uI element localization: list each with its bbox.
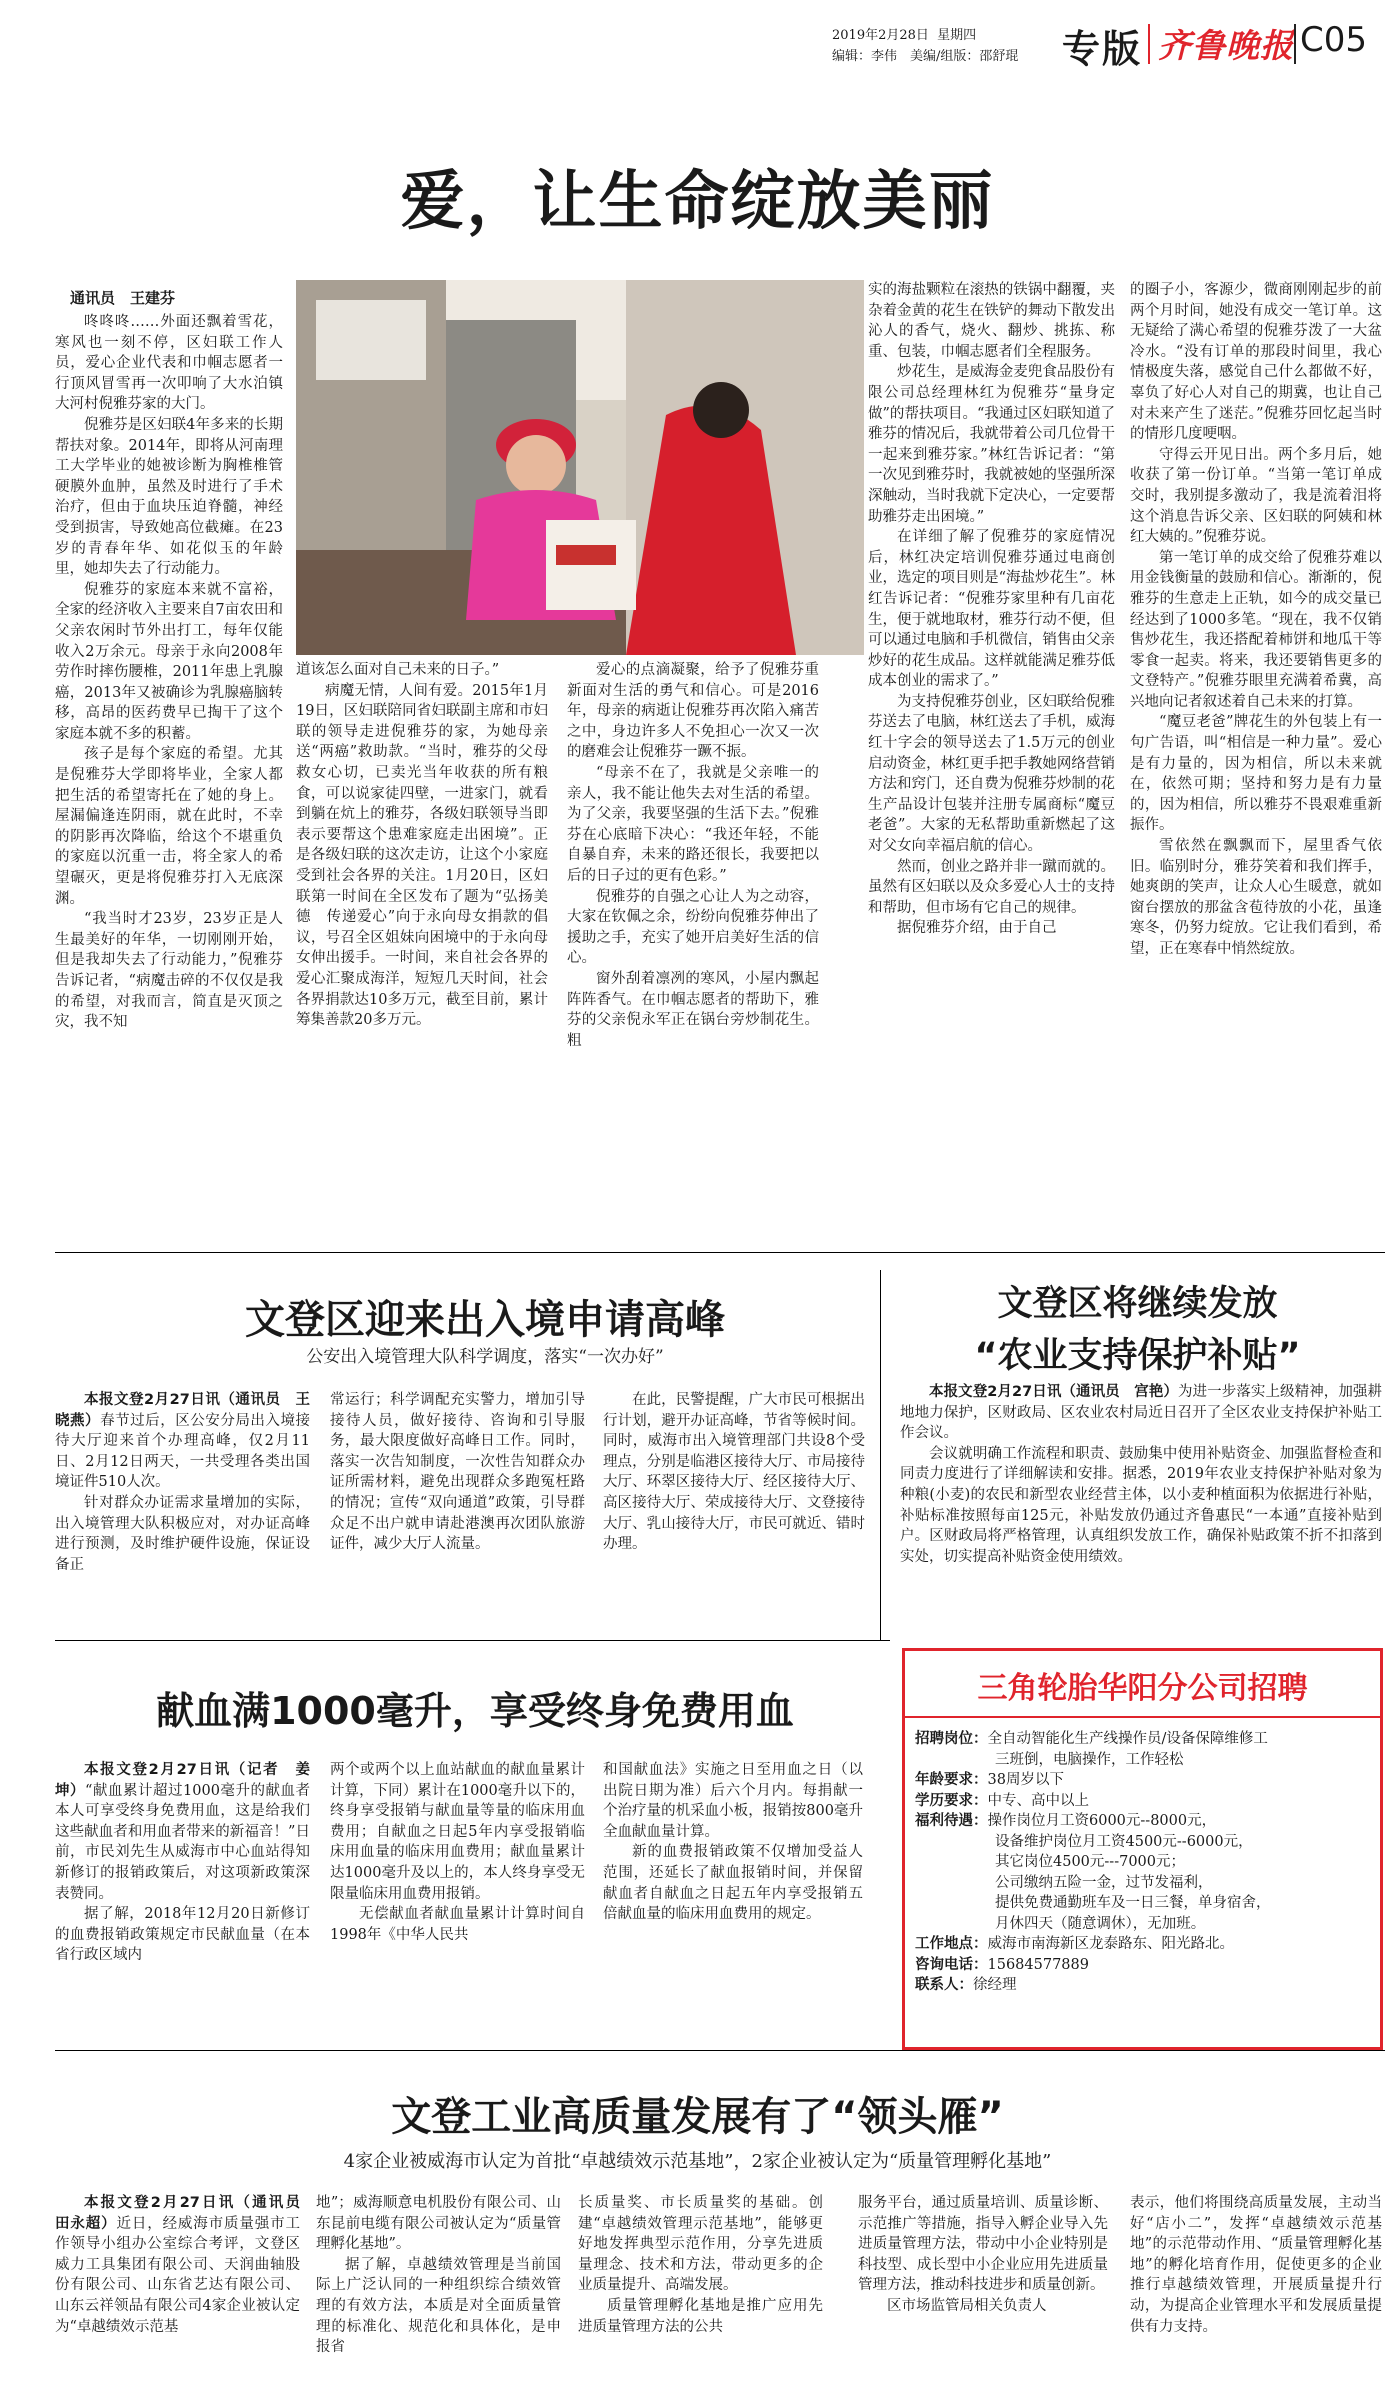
header-divider (1148, 24, 1150, 64)
header-editors: 编辑：李伟 美编/组版：邵舒琨 (832, 49, 1019, 64)
divider-horizontal (55, 1640, 890, 1641)
story3-body (900, 1382, 1382, 1634)
paragraph: 为支持倪雅芬创业，区妇联给倪雅芬送去了电脑，林红送去了手机，威海红十字会的领导送去了1.5万元的创业启动资金，林红更手把手教她网络营销方法和窍门，还自费为倪雅芬炒制的花生产品设计包装并注册专属商标“魔豆老爸”。大家的无私帮助重新燃起了这对父女向幸福启航的信心。 (868, 693, 1115, 855)
story3-lead: 本报文登2月27日讯（通讯员 宫艳） (929, 1384, 1179, 1400)
divider-horizontal (55, 1252, 1385, 1253)
paragraph: 在详细了解了倪雅芬的家庭情况后，林红决定培训倪雅芬通过电商创业，选定的项目则是“海盐炒花生”。林红告诉记者：“倪雅芬家里种有几亩花生，便于就地取材，雅芬行动不便，但可以通过电脑和手机微信，销售由父亲炒好的花生成品。这样就能满足雅芬低成本创业的需求了。” (868, 529, 1115, 690)
story2-subhead: 公安出入境管理大队科学调度，落实“一次办好” (306, 1347, 664, 1367)
ad-contact: 徐经理 (973, 1977, 1017, 1993)
page-number: C05 (1300, 20, 1368, 60)
ad-row (915, 1770, 1375, 1791)
ad-value: 提供免费通勤班车及一日三餐，单身宿舍， (995, 1895, 1271, 1911)
story2-lead: 本报文登2月27日讯（通讯员 王晓燕） (55, 1392, 310, 1429)
story1-col4 (868, 280, 1115, 1292)
paragraph: 孩子是每个家庭的希望。尤其是倪雅芬大学即将毕业，全家人都把生活的希望寄托在了她的身上。屋漏偏逢连阴雨，就在此时，不幸的阴影再次降临，给这个不堪重负的家庭以沉重一击，将全家人的希望碾灭，更是将倪雅芬打入无底深渊。 (55, 746, 283, 907)
story1-byline: 通讯员 王建芬 (70, 289, 176, 307)
header-date (832, 24, 976, 43)
ad-row (915, 1914, 1375, 1935)
story2-col3 (603, 1390, 865, 1630)
paragraph: 咚咚咚……外面还飘着雪花，寒风也一刻不停，区妇联工作人员，爱心企业代表和巾帼志愿者一行顶风冒雪再一次叩响了大水泊镇大河村倪雅芬家的大门。 (55, 314, 283, 413)
story5-subhead: 4家企业被威海市认定为首批“卓越绩效示范基地”，2家企业被认定为“质量管理孵化基地” (343, 2151, 1052, 2172)
paragraph: 的圈子小，客源少，微商刚刚起步的前两个月时间，她没有成交一笔订单。这无疑给了满心希望的倪雅芬泼了一大盆冷水。“没有订单的那段时间里，我心情极度失落，感觉自己什么都做不好，辜负了好心人对自己的期冀，也让自己对未来产生了迷茫。”倪雅芬回忆起当时的情形几度哽咽。 (1130, 282, 1382, 443)
ad-value: 公司缴纳五险一金，过节发福利， (995, 1874, 1213, 1891)
story3-headline: 文登区将继续发放 (997, 1284, 1278, 1324)
date-text: 2019年2月28日 (832, 28, 929, 43)
ad-row (915, 1729, 1375, 1750)
paragraph: 雪依然在飘飘而下，屋里香气依旧。临别时分，雅芬笑着和我们挥手，她爽朗的笑声，让众人心生暖意，就如窗台摆放的那盆含苞待放的小花，虽逢寒冬，仍努力绽放。它让我们看到，希望，正在寒春中悄然绽放。 (1130, 838, 1382, 957)
divider-horizontal (55, 2050, 1385, 2051)
story1-col1 (55, 312, 283, 1292)
weekday-text: 星期四 (937, 28, 977, 43)
page-header (0, 0, 1395, 80)
paragraph: 区市场监管局相关负责人 (887, 2297, 1047, 2314)
story5-lead: 本报文登2月27日讯（通讯员 田永超） (55, 2195, 315, 2232)
ad-value: 设备维护岗位月工资4500元--6000元， (995, 1833, 1253, 1850)
paragraph-lead (55, 2193, 315, 2337)
ad-value: 全自动智能化生产线操作员/设备保障维修工 (987, 1731, 1268, 1747)
ad-key: 工作地点： (915, 1936, 988, 1952)
paragraph: 然而，创业之路并非一蹴而就的。虽然有区妇联以及众多爱心人士的支持和帮助，但市场有它自己的规律。 (868, 858, 1115, 916)
lead-text: “献血累计超过1000毫升的献血者本人可享受终身免费用血，这是给我们这些献血者和用血者带来的新福音！”日前，市民刘先生从威海市中心血站得知新修订的报销政策后，对这项新政策深表赞同。 (55, 1782, 310, 1902)
ad-row (915, 1852, 1375, 1873)
ad-row (915, 1750, 1375, 1771)
paragraph: 常运行；科学调配充实警力，增加引导接待人员，做好接待、咨询和引导服务，最大限度做好高峰日工作。同时，落实一次告知制度，一次性告知群众办证所需材料，避免出现群众多跑冤枉路的情况；宣传“双向通道”政策，引导群众足不出户就申请赴港澳再次团队旅游证件，减少大厅人流量。 (330, 1392, 585, 1553)
paragraph: 服务平台，通过质量培训、质量诊断、示范推广等措施，指导入孵企业导入先进质量管理方法，带动中小企业特别是科技型、成长型中小企业应用先进质量管理方法，推动科技进步和质量创新。 (858, 2195, 1108, 2294)
story1-col3 (567, 660, 819, 1292)
paragraph: 长质量奖、市长质量奖的基础。创建“卓越绩效管理示范基地”，能够更好地发挥典型示范作用，分享先进质量理念、技术和方法，带动更多的企业质量提升、高端发展。 (578, 2195, 823, 2294)
paragraph: 窗外刮着凛冽的寒风，小屋内飘起阵阵香气。在巾帼志愿者的帮助下，雅芬的父亲倪永军正在锅台旁炒制花生。粗 (567, 970, 819, 1049)
paragraph: 实的海盐颗粒在滚热的铁锅中翻覆，夹杂着金黄的花生在铁铲的舞动下散发出沁人的香气，烧火、翻炒、挑拣、称重、包装，巾帼志愿者们全程服务。 (868, 282, 1115, 360)
paragraph-lead (55, 1390, 310, 1493)
ad-value: 月休四天（随意调休），无加班。 (995, 1915, 1206, 1932)
ad-key: 咨询电话： (915, 1956, 988, 1973)
story4-headline: 献血满1000毫升，享受终身免费用血 (156, 1689, 794, 1733)
ad-title-rule (905, 1716, 1380, 1718)
divider-vertical (880, 1270, 881, 1640)
story2-col2 (330, 1390, 585, 1630)
story4-lead: 本报文登2月27日讯（记者 姜坤） (55, 1762, 310, 1799)
paragraph: 新的血费报销政策不仅增加受益人范围，还延长了献血报销时间，并保留献血者自献血之日起五年内享受报销五倍献血量的临床用血费用的规定。 (603, 1844, 863, 1923)
ad-row (915, 1934, 1375, 1955)
paragraph: 倪雅芬的自强之心让人为之动容，大家在钦佩之余，纷纷向倪雅芬伸出了援助之手，充实了她开启美好生活的信心。 (567, 888, 819, 967)
ad-value: 中专、高中以上 (987, 1792, 1089, 1809)
paragraph: 守得云开见日出。两个多月后，她收获了第一份订单。“当第一笔订单成交时，我别提多激动了，我是流着泪将这个消息告诉父亲、区妇联的阿姨和林红大姨的。”倪雅芬说。 (1130, 446, 1382, 546)
story4-col2 (330, 1760, 585, 2020)
paragraph: 据了解，卓越绩效管理是当前国际上广泛认同的一种组织综合绩效管理的有效方法，本质是对全面质量管理的标准化、规范化和具体化，是申报省 (316, 2256, 561, 2356)
story3-headline-2: “农业支持保护补贴” (974, 1336, 1301, 1376)
ad-title: 三角轮胎华阳分公司招聘 (977, 1671, 1308, 1706)
paragraph: 和国献血法》实施之日至用血之日（以出院日期为准）后六个月内。每捐献一个治疗量的机采血小板，报销按800毫升全血献血量计算。 (603, 1762, 863, 1840)
lead-text: 近日，经威海市质量强市工作领导小组办公室综合考评，文登区威力工具集团有限公司、天润曲轴股份有限公司、山东省艺达有限公司、山东云祥领品有限公司4家企业被认定为“卓越绩效示范基 (55, 2215, 301, 2335)
ad-row (915, 1893, 1375, 1914)
paragraph: 据了解，2018年12月20日新修订的血费报销政策规定市民献血量（在本省行政区域内 (55, 1906, 310, 1964)
ad-value: 操作岗位月工资6000元--8000元， (987, 1813, 1217, 1829)
photo-illustration (296, 280, 864, 655)
ad-value: 威海市南海新区龙泰路东、阳光路北。 (987, 1936, 1234, 1952)
ad-body (915, 1729, 1375, 1996)
ad-key: 学历要求： (915, 1792, 988, 1809)
paragraph: “母亲不在了，我就是父亲唯一的亲人，我不能让他失去对生活的希望。为了父亲，我要坚强的生活下去。”倪雅芬在心底暗下决心：“我还年轻，不能自暴自弃，未来的路还很长，我要把以后的日子过的更有色彩。” (567, 764, 819, 884)
header-divider-2 (1294, 24, 1296, 64)
story2-headline: 文登区迎来出入境申请高峰 (245, 1297, 725, 1343)
paragraph: 爱心的点滴凝聚，给予了倪雅芬重新面对生活的勇气和信心。可是2016年，母亲的病逝让倪雅芬再次陷入痛苦之中，身边许多人不免担心一次又一次的磨难会让倪雅芬一蹶不振。 (567, 662, 819, 761)
ad-value: 其它岗位4500元---7000元； (995, 1854, 1186, 1870)
paragraph: 倪雅芬的家庭本来就不富裕，全家的经济收入主要来自7亩农田和父亲农闲时节外出打工，每年仅能收入2万余元。母亲于永向2008年劳作时摔伤腰椎，2011年患上乳腺癌，2013年又被确诊为乳腺癌脑转移，高昂的医药费早已掏干了这个家庭本就不多的积蓄。 (55, 581, 283, 742)
story1-photo (296, 280, 864, 655)
ad-row (915, 1832, 1375, 1853)
ad-value: 38周岁以下 (987, 1772, 1064, 1788)
paragraph: 质量管理孵化基地是推广应用先进质量管理方法的公共 (578, 2297, 823, 2335)
paragraph: 病魔无情，人间有爱。2015年1月19日，区妇联陪同省妇联副主席和市妇联的领导走进倪雅芬的家，为她母亲送“两癌”救助款。“当时，雅芬的父母救女心切，已卖光当年收获的所有粮食，可以说家徒四壁，一进家门，就看到躺在炕上的雅芬，各级妇联领导当即表示要帮这个患难家庭走出困境”。正是各级妇联的这次走访，让这个小家庭受到社会各界的关注。1月20日，区妇联第一时间在全区发布了题为“弘扬美德 传递爱心”向于永向母女捐款的倡议，号召全区姐妹向困境中的于永向母女伸出援手。一时间，来自社会各界的爱心汇聚成海洋，短短几天时间，社会各界捐款达10多万元，截至目前，累计筹集善款20多万元。 (296, 682, 548, 1029)
paragraph-lead (900, 1382, 1382, 1444)
ad-row (915, 1791, 1375, 1812)
paragraph: 在此，民警提醒，广大市民可根据出行计划，避开办证高峰，节省等候时间。同时，威海市出入境管理部门共设8个受理点，分别是临港区接待大厅、市局接待大厅、环翠区接待大厅、经区接待大厅、高区接待大厅、荣成接待大厅、文登接待大厅、乳山接待大厅，市民可就近、错时办理。 (603, 1392, 865, 1553)
recruitment-ad (902, 1648, 1383, 2050)
paragraph: “魔豆老爸”牌花生的外包装上有一句广告语，叫“相信是一种力量”。爱心是有力量的，因为相信，所以未来就在，依然可期；坚持和努力是有力量的，因为相信，所以雅芬不畏艰难重新振作。 (1130, 714, 1382, 834)
paper-logo: 齐鲁晚报 (1158, 26, 1294, 65)
paragraph: 针对群众办证需求量增加的实际，出入境管理大队积极应对，对办证高峰进行预测，及时维护硬件设施，保证设备正 (55, 1494, 310, 1573)
paragraph: 炒花生，是威海金麦兜食品股份有限公司总经理林红为倪雅芬“量身定做”的帮扶项目。“我通过区妇联知道了雅芬的情况后，我就带着公司几位骨干一起来到雅芬家。”林红告诉记者：“第一次见到雅芬时，我就被她的坚强所深深触动，当时我就下定决心，一定要帮助雅芬走出困境。” (868, 364, 1115, 525)
paragraph: 两个或两个以上血站献血的献血量累计计算，下同）累计在1000毫升以下的，终身享受报销与献血量等量的临床用血费用；自献血之日起5年内享受报销临床用血量的临床用血费用；献血量累计达1000毫升及以上的，本人终身享受无限量临床用血费用报销。 (330, 1762, 585, 1902)
paragraph: 第一笔订单的成交给了倪雅芬难以用金钱衡量的鼓励和信心。渐渐的，倪雅芬的生意走上正轨，如今的成交量已经达到了1000多笔。“现在，我不仅销售炒花生，我还搭配着柿饼和地瓜干等零食一起卖。将来，我还要销售更多的文登特产。”倪雅芬眼里充满着希冀，高兴地向记者叙述着自己未来的打算。 (1130, 549, 1382, 710)
story1-headline: 爱，让生命绽放美丽 (400, 165, 995, 239)
paragraph: 据倪雅芬介绍，由于自己 (897, 920, 1057, 937)
ad-key: 福利待遇： (915, 1813, 988, 1829)
section-label: 专版 (1062, 27, 1143, 71)
story5-col2 (316, 2193, 561, 2388)
ad-key: 招聘岗位： (915, 1731, 988, 1747)
ad-row (915, 1873, 1375, 1894)
paragraph-lead (55, 1760, 310, 1904)
ad-key: 年龄要求： (915, 1772, 988, 1788)
paragraph: 会议就明确工作流程和职责、鼓励集中使用补贴资金、加强监督检查和同责力度进行了详细解读和安排。据悉，2019年农业支持保护补贴对象为种粮(小麦)的农民和新型农业经营主体，以小麦种植面积为依据进行补贴，补贴标准按照每亩125元，补贴发放仍通过齐鲁惠民“一本通”直接补贴到户。区财政局将严格管理，认真组织发放工作，确保补贴政策不折不扣落到实处，切实提高补贴资金使用绩效。 (900, 1445, 1382, 1565)
story5-col3 (578, 2193, 823, 2388)
story2-col1 (55, 1390, 310, 1630)
paragraph: 无偿献血者献血量累计计算时间自1998年《中华人民共 (330, 1906, 585, 1943)
ad-row (915, 1975, 1375, 1996)
ad-key: 联系人： (915, 1977, 973, 1993)
ad-row (915, 1955, 1375, 1976)
paragraph: 表示，他们将围绕高质量发展，主动当好“店小二”，发挥“卓越绩效示范基地”的示范带动作用、“质量管理孵化基地”的孵化培育作用，促使更多的企业推行卓越绩效管理，开展质量提升行动，为提高企业管理水平和发展质量提供有力支持。 (1130, 2195, 1382, 2335)
story1-col2 (296, 660, 548, 1292)
story1-col5 (1130, 280, 1382, 1292)
story4-col3 (603, 1760, 863, 2020)
story5-col4 (858, 2193, 1108, 2388)
story5-headline: 文登工业高质量发展有了“领头雁” (391, 2094, 1004, 2140)
ad-phone: 15684577889 (987, 1956, 1089, 1973)
story5-col5 (1130, 2193, 1382, 2388)
paragraph: “我当时才23岁，23岁正是人生最美好的年华，一切刚刚开始，但是我却失去了行动能力，”倪雅芬告诉记者，“病魔击碎的不仅仅是我的希望，对我而言，简直是灭顶之灾，我不知 (55, 911, 283, 1031)
ad-row (915, 1811, 1375, 1832)
lead-text: 为进一步落实上级精神，加强耕地地力保护，区财政局、区农业农村局近日召开了全区农业支持保护补贴工作会议。 (900, 1384, 1382, 1442)
lead-text: 春节过后，区公安分局出入境接待大厅迎来首个办理高峰，仅2月11日、2月12日两天，一共受理各类出国境证件510人次。 (55, 1412, 310, 1491)
story4-col1 (55, 1760, 310, 2020)
story5-col1 (55, 2193, 315, 2388)
paragraph: 地”；威海顺意电机股份有限公司、山东昆前电缆有限公司被认定为“质量管理孵化基地”。 (316, 2195, 561, 2253)
paragraph: 倪雅芬是区妇联4年多来的长期帮扶对象。2014年，即将从河南理工大学毕业的她被诊断为胸椎椎管硬膜外血肿，虽然及时进行了手术治疗，但由于血块压迫脊髓，神经受到损害，导致她高位截瘫。在23岁的青春年华、如花似玉的年龄里，她却失去了行动能力。 (55, 416, 283, 578)
ad-value: 三班倒，电脑操作，工作轻松 (995, 1751, 1184, 1768)
paragraph: 道该怎么面对自己未来的日子。” (296, 662, 500, 678)
